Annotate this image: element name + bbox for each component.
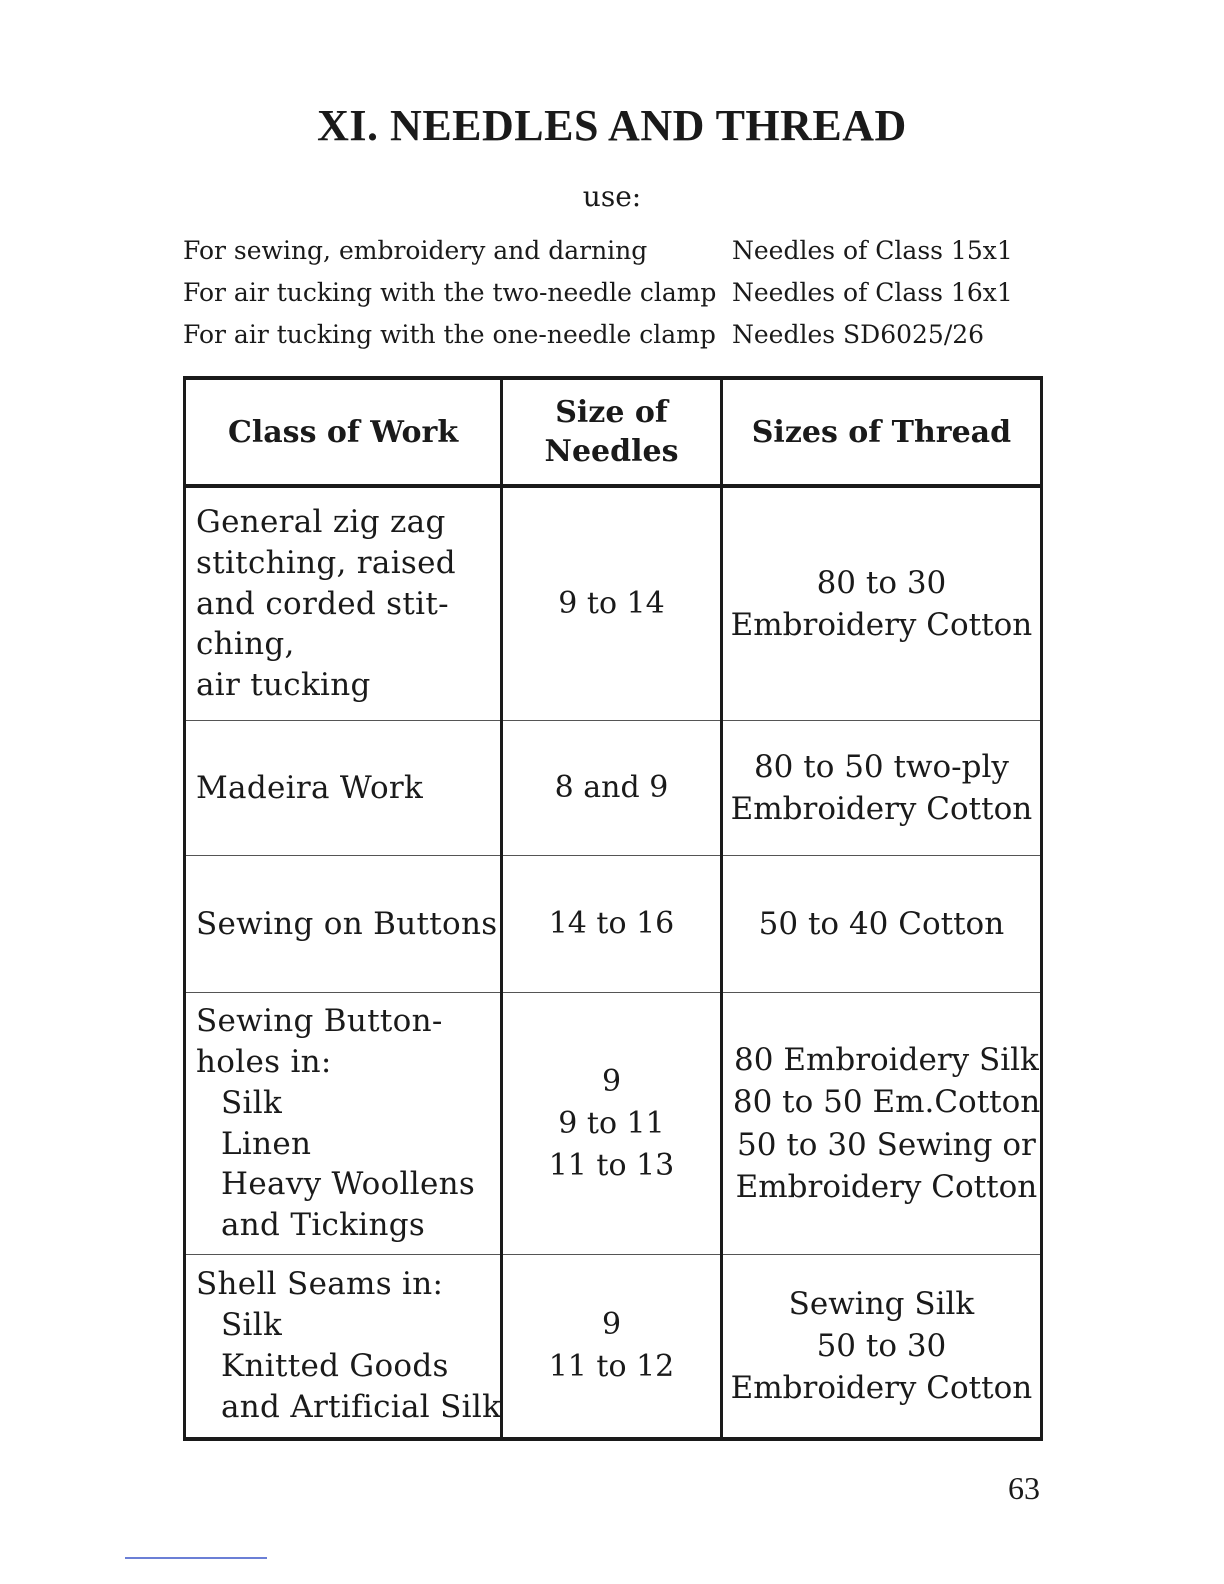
thread-line: Embroidery Cotton (730, 1370, 1033, 1407)
usage-needle: Needles SD6025/26 (732, 320, 985, 349)
cell-class-of-work (185, 993, 502, 1255)
thread-line: 80 to 30 (816, 564, 947, 601)
needle-usage-list (183, 236, 1053, 362)
thread-line: 50 to 40 Cotton (758, 905, 1005, 942)
thread-line: 80 to 50 two-ply (753, 748, 1009, 785)
work-line: Heavy Woollens (221, 1166, 476, 1203)
work-line: and Artificial Silk (221, 1388, 502, 1425)
table-row (185, 486, 1042, 721)
size-line: 11 to 13 (548, 1147, 675, 1183)
header-size-line: Size of (555, 395, 668, 430)
size-line: 8 and 9 (554, 770, 669, 805)
cell-thread-size (721, 486, 1041, 721)
size-line: 11 to 12 (548, 1349, 675, 1384)
thread-line: Embroidery Cotton (730, 791, 1033, 827)
table-row (185, 993, 1042, 1255)
usage-purpose: For air tucking with the two-needle clamp (183, 278, 717, 307)
table-row (185, 856, 1042, 993)
cell-thread-size (721, 856, 1041, 993)
work-line: Silk (221, 1307, 283, 1344)
usage-row (183, 236, 1053, 278)
cell-class-of-work (185, 486, 502, 721)
work-line: and corded stit- (196, 585, 449, 622)
usage-row (183, 320, 1053, 362)
cell-needle-size (502, 1255, 722, 1440)
size-line: 9 (601, 1063, 622, 1099)
thread-line: Sewing Silk (788, 1285, 975, 1322)
work-line: Knitted Goods (221, 1348, 449, 1384)
needles-thread-table-wrapper (183, 376, 1043, 1441)
table-row (185, 1255, 1042, 1440)
work-line: Silk (221, 1084, 283, 1121)
page-subtitle: use: (582, 180, 642, 213)
size-line: 9 to 14 (558, 586, 665, 621)
thread-line: Embroidery Cotton (735, 1168, 1038, 1205)
table-row (185, 721, 1042, 856)
work-line: and Tickings (221, 1207, 426, 1244)
thread-line: 50 to 30 Sewing or (737, 1126, 1036, 1163)
work-line: ching, (196, 626, 295, 663)
usage-needle: Needles of Class 16x1 (732, 278, 1013, 307)
header-size-of-needles (502, 378, 722, 486)
work-heading-line: Shell Seams in: (196, 1266, 444, 1303)
size-line: 9 (601, 1307, 622, 1342)
thread-line: 80 Embroidery Silk (734, 1042, 1039, 1079)
size-line: 9 to 11 (558, 1105, 665, 1141)
cell-needle-size (502, 721, 722, 856)
table-header-row (185, 378, 1042, 486)
work-heading-line: Sewing Button- (196, 1002, 443, 1039)
cell-needle-size (502, 993, 722, 1255)
size-line: 14 to 16 (548, 906, 675, 941)
cell-thread-size (721, 721, 1041, 856)
work-heading-line: holes in: (196, 1043, 332, 1080)
cell-class-of-work (185, 856, 502, 993)
thread-line: 80 to 50 Em.Cotton (732, 1084, 1041, 1121)
work-line: Sewing on Buttons (196, 905, 498, 942)
header-class-of-work: Class of Work (185, 378, 502, 486)
thread-line: Embroidery Cotton (730, 607, 1033, 643)
work-line: Linen (221, 1125, 312, 1162)
cell-class-of-work (185, 1255, 502, 1440)
usage-needle: Needles of Class 15x1 (732, 236, 1013, 265)
cell-needle-size (502, 486, 722, 721)
work-line: air tucking (196, 667, 371, 704)
scan-edge-mark (125, 1557, 267, 1559)
work-line: General zig zag (196, 503, 446, 540)
page-title: XI. NEEDLES AND THREAD (317, 101, 907, 150)
cell-class-of-work (185, 721, 502, 856)
usage-row (183, 278, 1053, 320)
needles-thread-table (183, 376, 1043, 1441)
thread-line: 50 to 30 (816, 1327, 947, 1364)
header-sizes-of-thread: Sizes of Thread (721, 378, 1041, 486)
usage-purpose: For air tucking with the one-needle clamp (183, 320, 716, 349)
work-line: stitching, raised (196, 544, 456, 581)
header-size-line: Needles (544, 434, 679, 469)
cell-needle-size (502, 856, 722, 993)
cell-thread-size (721, 993, 1041, 1255)
usage-purpose: For sewing, embroidery and darning (183, 236, 648, 265)
cell-thread-size (721, 1255, 1041, 1440)
work-line: Madeira Work (196, 769, 424, 806)
page-number: 63 (1008, 1470, 1040, 1506)
